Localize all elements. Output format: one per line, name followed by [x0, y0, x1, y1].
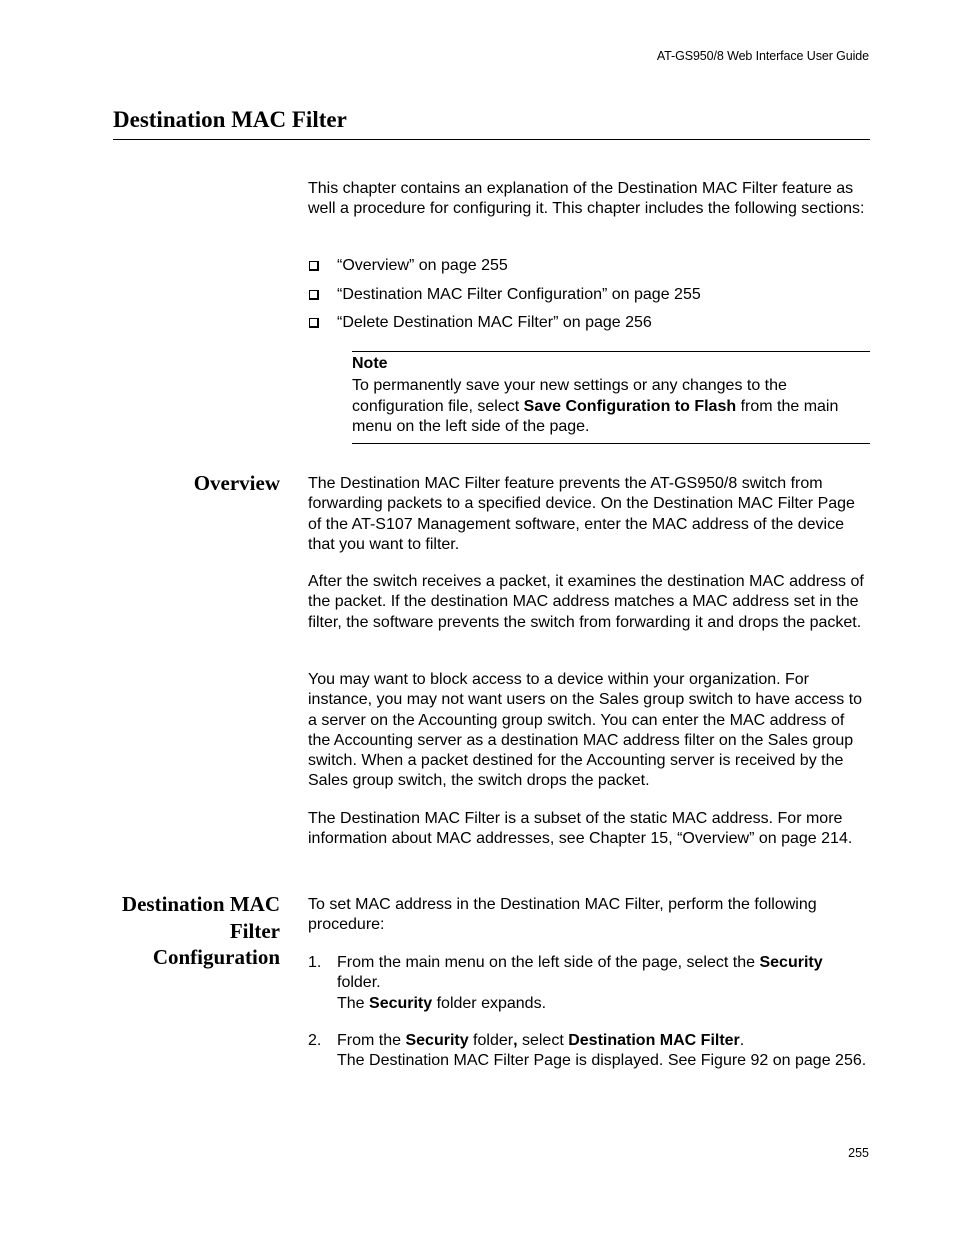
list-item: “Overview” on page 255: [308, 257, 870, 286]
running-header: AT-GS950/8 Web Interface User Guide: [656, 49, 869, 63]
step-2: 2. From the Security folder, select Destination MAC Filter. The Destination MAC Filter Page is displayed. See Figure 92 on page 256.: [308, 1031, 867, 1070]
list-item: “Destination MAC Filter Configuration” on page 255: [308, 286, 870, 315]
overview-paragraph-3: You may want to block access to a device within your organization. For instance, you may not want users on the Sales group switch to have access to a server on the Accounting group switch. You can enter the MAC address of the Accounting server as a destination MAC address filter on the Sales group switch. When a packet destined for the Accounting server is received by the Sales group switch, the switch drops the packet.: [308, 671, 863, 790]
note-text: To permanently save your new settings or any changes to the configuration file, select Save Configuration to Flash from the main menu on the left side of the page.: [352, 377, 839, 435]
overview-paragraph-2: After the switch receives a packet, it examines the destination MAC address of the packet. If the destination MAC address matches a MAC address set in the filter, the software prevents the switch from forwarding it and drops the packet.: [308, 573, 864, 631]
note-box: [352, 351, 870, 444]
section-list: [308, 257, 870, 343]
procedure-steps: [308, 953, 870, 1071]
checkbox-bullet-icon: [309, 318, 319, 328]
configuration-intro: To set MAC address in the Destination MAC Filter, perform the following procedure:: [308, 896, 817, 934]
checkbox-bullet-icon: [309, 261, 319, 271]
list-item: “Delete Destination MAC Filter” on page 256: [308, 314, 870, 343]
overview-paragraph-4: The Destination MAC Filter is a subset of the static MAC address. For more information about MAC addresses, see Chapter 15, “Overview” on page 214.: [308, 810, 853, 848]
intro-paragraph: This chapter contains an explanation of the Destination MAC Filter feature as well a procedure for configuring it. This chapter includes the following sections:: [308, 180, 865, 218]
chapter-title: Destination MAC Filter: [113, 107, 347, 132]
title-rule: [113, 139, 870, 140]
step-1: 1. From the main menu on the left side of the page, select the Security folder. The Security folder expands.: [308, 954, 823, 1012]
note-heading: Note: [352, 355, 388, 372]
overview-heading: Overview: [193, 471, 280, 495]
configuration-heading: Destination MAC Filter Configuration: [121, 892, 280, 969]
checkbox-bullet-icon: [309, 290, 319, 300]
page-number: 255: [848, 1146, 869, 1160]
overview-paragraph-1: The Destination MAC Filter feature prevents the AT-GS950/8 switch from forwarding packets to a specified device. On the Destination MAC Filter Page of the AT-S107 Management software, enter the MAC address of the device that you want to filter.: [308, 475, 855, 553]
